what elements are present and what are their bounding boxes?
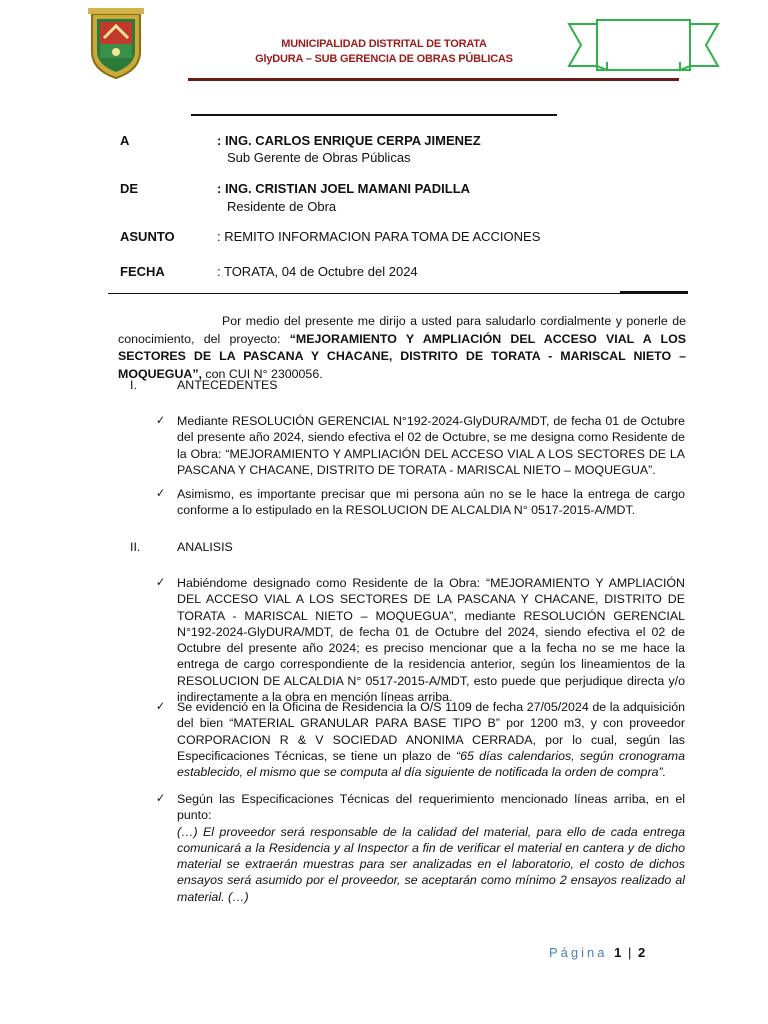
section-2-number: II. xyxy=(130,540,141,554)
section-1-bullet-1: Mediante RESOLUCIÓN GERENCIAL N°192-2024-GlyDURA/MDT, de fecha 01 de Octubre del presente año 2024, siendo efectiva el 02 de Octubre, se me designa como Residente de la Obra: “MEJORAMIENTO Y AMPLIACIÓN DEL ACCESO VIAL A LOS SECTORES DE LA PASCANA Y CHACANE, DISTRITO DE TORATA - MARISCAL NIETO – MOQUEGUA”. xyxy=(177,414,685,477)
to-label: A xyxy=(120,133,130,148)
check-mark-icon: ✓ xyxy=(156,791,166,805)
to-role: Sub Gerente de Obras Públicas xyxy=(227,150,411,165)
from-name: : ING. CRISTIAN JOEL MAMANI PADILLA xyxy=(217,181,471,196)
section-1-bullet-2: Asimismo, es importante precisar que mi persona aún no se le hace la entrega de cargo conforme a lo estipulado en la RESOLUCION DE ALCALDIA N° 0517-2015-A/MDT. xyxy=(177,487,685,518)
from-label: DE xyxy=(120,181,139,196)
header-title-municipality: MUNICIPALIDAD DISTRITAL DE TORATA xyxy=(281,38,487,50)
subject-value: : REMITO INFORMACION PARA TOMA DE ACCIONES xyxy=(217,229,541,244)
intro-paragraph: Por medio del presente me dirijo a usted para saludarlo cordialmente y ponerle de conocimiento, del proyecto: “MEJORAMIENTO Y AMPLIACIÓN DEL ACCESO VIAL A LOS SECTORES DE LA PASCANA Y CHACANE, DISTRITO DE TORATA - MARISCAL NIETO – MOQUEGUA”, con CUI N° 2300056. xyxy=(118,314,686,381)
check-mark-icon: ✓ xyxy=(156,575,166,589)
section-2-bullet-1: Habiéndome designado como Residente de la Obra: “MEJORAMIENTO Y AMPLIACIÓN DEL ACCESO VIAL A LOS SECTORES DE LA PASCANA Y CHACANE, DISTRITO DE TORATA - MARISCAL NIETO – MOQUEGUA”, mediante RESOLUCIÓN GERENCIAL N°192-2024-GlyDURA/MDT, de fecha 01 de Octubre del 2024, siendo efectiva el 02 de Octubre del presente año 2024; es preciso mencionar que a la fecha no se me hace la entrega de cargo correspondiente de la residencia anterior, según los lineamientos de la RESOLUCION DE ALCALDIA N° 0517-2015-A/MDT, esto puede que perjudique directa y/o indirectamente a la obra en mención líneas arriba. xyxy=(177,576,685,705)
to-name: : ING. CARLOS ENRIQUE CERPA JIMENEZ xyxy=(217,133,481,148)
header-title-department: GlyDURA – SUB GERENCIA DE OBRAS PÚBLICAS xyxy=(255,53,513,65)
check-mark-icon: ✓ xyxy=(156,699,166,713)
section-1-title: ANTECEDENTES xyxy=(177,378,278,392)
section-2-bullet-3: Según las Especificaciones Técnicas del requerimiento mencionado líneas arriba, en el punto: (…) El proveedor será responsable de la calidad del material, para ello de cada entrega comunicará a la Residencia y al Inspector a fin de verificar el material en cantera y de dicho material se extraerán muestras para ser analizadas en el laboratorio, el costo de dichos ensayos será asumido por el proveedor, se aceptarán como mínimo 2 ensayos realizado al material. (…) xyxy=(177,792,685,904)
subject-label: ASUNTO xyxy=(120,229,175,244)
from-role: Residente de Obra xyxy=(227,199,337,214)
check-mark-icon: ✓ xyxy=(156,486,166,500)
page-number: Página 1 | 2 xyxy=(549,945,646,960)
date-value: : TORATA, 04 de Octubre del 2024 xyxy=(217,264,418,279)
memo-bottom-rule xyxy=(108,293,688,294)
date-label: FECHA xyxy=(120,264,165,279)
memo-top-rule xyxy=(191,114,557,116)
section-2-bullet-2: Se evidenció en la Oficina de Residencia la O/S 1109 de fecha 27/05/2024 de la adquisición del bien “MATERIAL GRANULAR PARA BASE TIPO B” por 1200 m3, y con proveedor CORPORACION R & V SOCIEDAD ANONIMA CERRADA, por lo cual, según las Especificaciones Técnicas, se tiene un plazo de “65 días calendarios, según cronograma establecido, el mismo que se computa al día siguiente de notificada la orden de compra”. xyxy=(177,700,685,780)
section-2-title: ANALISIS xyxy=(177,540,233,554)
section-1-number: I. xyxy=(130,378,137,392)
green-ribbon-icon xyxy=(567,18,720,72)
header-divider-bar xyxy=(188,78,679,81)
check-mark-icon: ✓ xyxy=(156,413,166,427)
memo-bottom-rule-accent xyxy=(620,291,688,293)
